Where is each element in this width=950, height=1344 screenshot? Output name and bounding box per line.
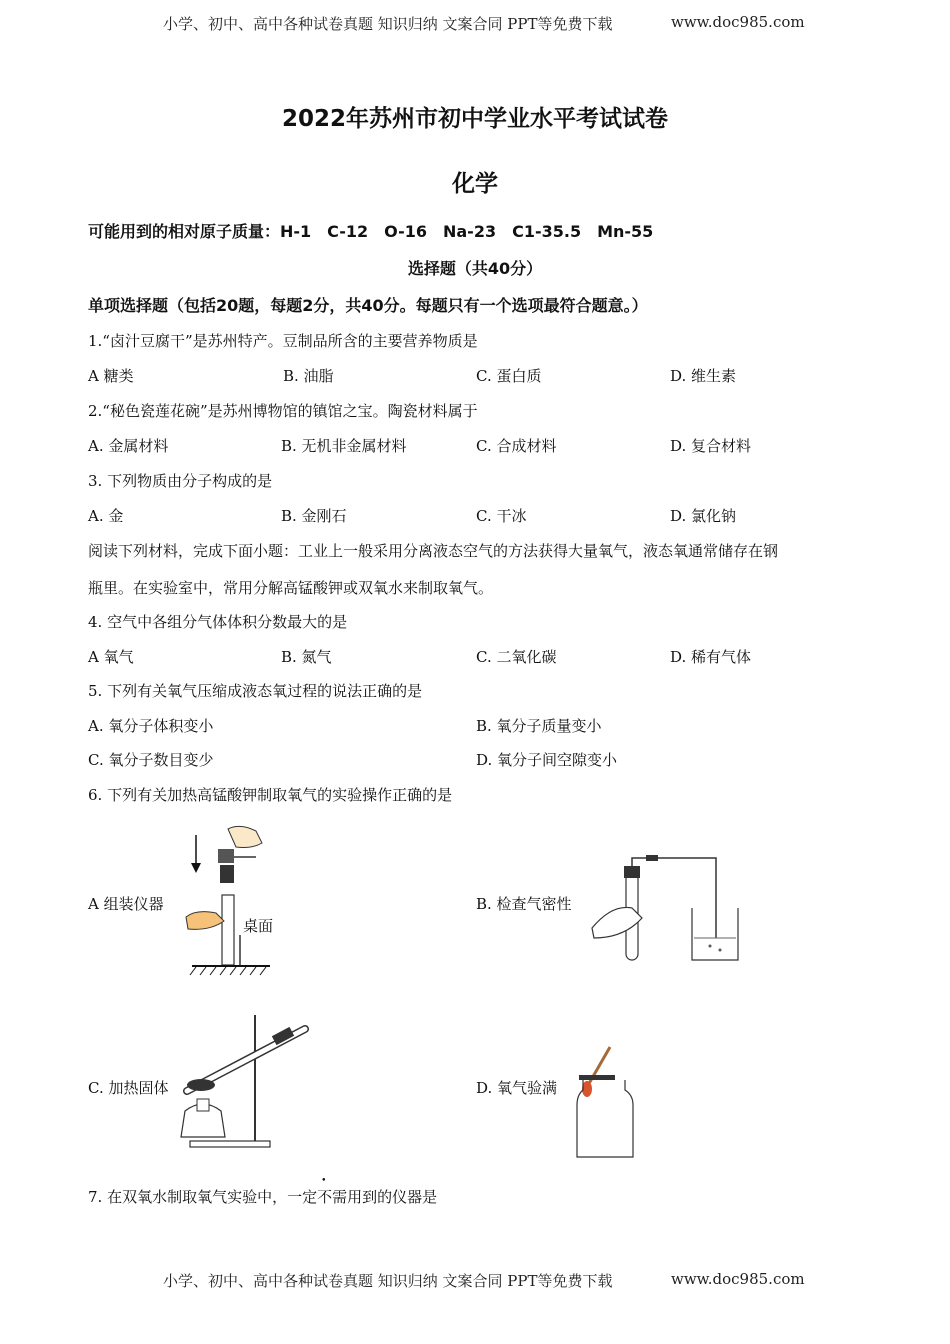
question-5-option-d: D. 氧分子间空隙变小 (476, 751, 618, 769)
question-2-option-b: B. 无机非金属材料 (281, 437, 407, 455)
question-4-option-d: D. 稀有气体 (670, 648, 752, 666)
question-2-option-c: C. 合成材料 (476, 437, 557, 455)
question-3-option-d: D. 氯化钠 (670, 507, 737, 525)
question-7-stem-post: 需用到的仪器是 (332, 1188, 438, 1206)
question-6-option-a: A 组装仪器 (88, 895, 164, 913)
figure-assemble-apparatus (180, 825, 280, 980)
question-3-option-a: A. 金 (88, 507, 124, 525)
question-6-option-b: B. 检查气密性 (476, 895, 572, 913)
exam-title: 2022年苏州市初中学业水平考试试卷 (281, 106, 668, 132)
figure-label-desktop: 桌面 (243, 917, 274, 935)
figure-heating-solid (165, 1015, 315, 1150)
reading-passage-line-1: 阅读下列材料，完成下面小题：工业上一般采用分离液态空气的方法获得大量氧气，液态氧通常储存在钢 (88, 542, 779, 560)
reading-passage-line-2: 瓶里。在实验室中，常用分解高锰酸钾或双氧水来制取氧气。 (88, 579, 494, 597)
question-1-option-a: A 糖类 (88, 367, 134, 385)
section-heading: 选择题（共40分） (407, 259, 543, 278)
question-5-option-a: A. 氧分子体积变小 (88, 717, 214, 735)
question-2-option-d: D. 复合材料 (670, 437, 752, 455)
figure-airtightness-check (590, 850, 750, 965)
question-1-option-b: B. 油脂 (283, 367, 334, 385)
question-7-stem-pre: 7. 在双氧水制取氧气实验中，一定 (88, 1188, 318, 1206)
instruction-line: 单项选择题（包括20题，每题2分，共40分。每题只有一个选项最符合题意。） (88, 296, 648, 315)
question-1-option-c: C. 蛋白质 (476, 367, 542, 385)
subject-title: 化学 (452, 171, 498, 197)
question-6-stem: 6. 下列有关加热高锰酸钾制取氧气的实验操作正确的是 (88, 786, 453, 804)
page-header-text: 小学、初中、高中各种试卷真题 知识归纳 文案合同 PPT等免费下载 (163, 15, 613, 33)
page-header-url: www.doc985.com (671, 13, 805, 31)
question-3-option-b: B. 金刚石 (281, 507, 347, 525)
question-5-option-c: C. 氧分子数目变少 (88, 751, 214, 769)
question-3-stem: 3. 下列物质由分子构成的是 (88, 472, 273, 490)
question-4-option-c: C. 二氧化碳 (476, 648, 557, 666)
question-1-stem: 1.“卤汁豆腐干”是苏州特产。豆制品所含的主要营养物质是 (88, 332, 478, 350)
question-4-option-a: A 氧气 (88, 648, 134, 666)
question-7-stem-emphasis: 不 (317, 1188, 333, 1206)
question-7-stem (88, 1186, 437, 1207)
figure-oxygen-check-full (575, 1045, 635, 1160)
page-footer-text: 小学、初中、高中各种试卷真题 知识归纳 文案合同 PPT等免费下载 (163, 1272, 613, 1290)
question-5-option-b: B. 氧分子质量变小 (476, 717, 602, 735)
atomic-mass-line: 可能用到的相对原子质量：H-1 C-12 O-16 Na-23 C1-35.5 Mn-55 (88, 222, 654, 241)
question-3-option-c: C. 干冰 (476, 507, 527, 525)
question-6-option-d: D. 氧气验满 (476, 1079, 558, 1097)
question-2-option-a: A. 金属材料 (88, 437, 169, 455)
question-4-stem: 4. 空气中各组分气体体积分数最大的是 (88, 613, 348, 631)
page-footer-url: www.doc985.com (671, 1270, 805, 1288)
question-5-stem: 5. 下列有关氧气压缩成液态氧过程的说法正确的是 (88, 682, 423, 700)
question-6-option-c: C. 加热固体 (88, 1079, 169, 1097)
question-2-stem: 2.“秘色瓷莲花碗”是苏州博物馆的镇馆之宝。陶瓷材料属于 (88, 402, 478, 420)
question-1-option-d: D. 维生素 (670, 367, 737, 385)
question-4-option-b: B. 氮气 (281, 648, 332, 666)
